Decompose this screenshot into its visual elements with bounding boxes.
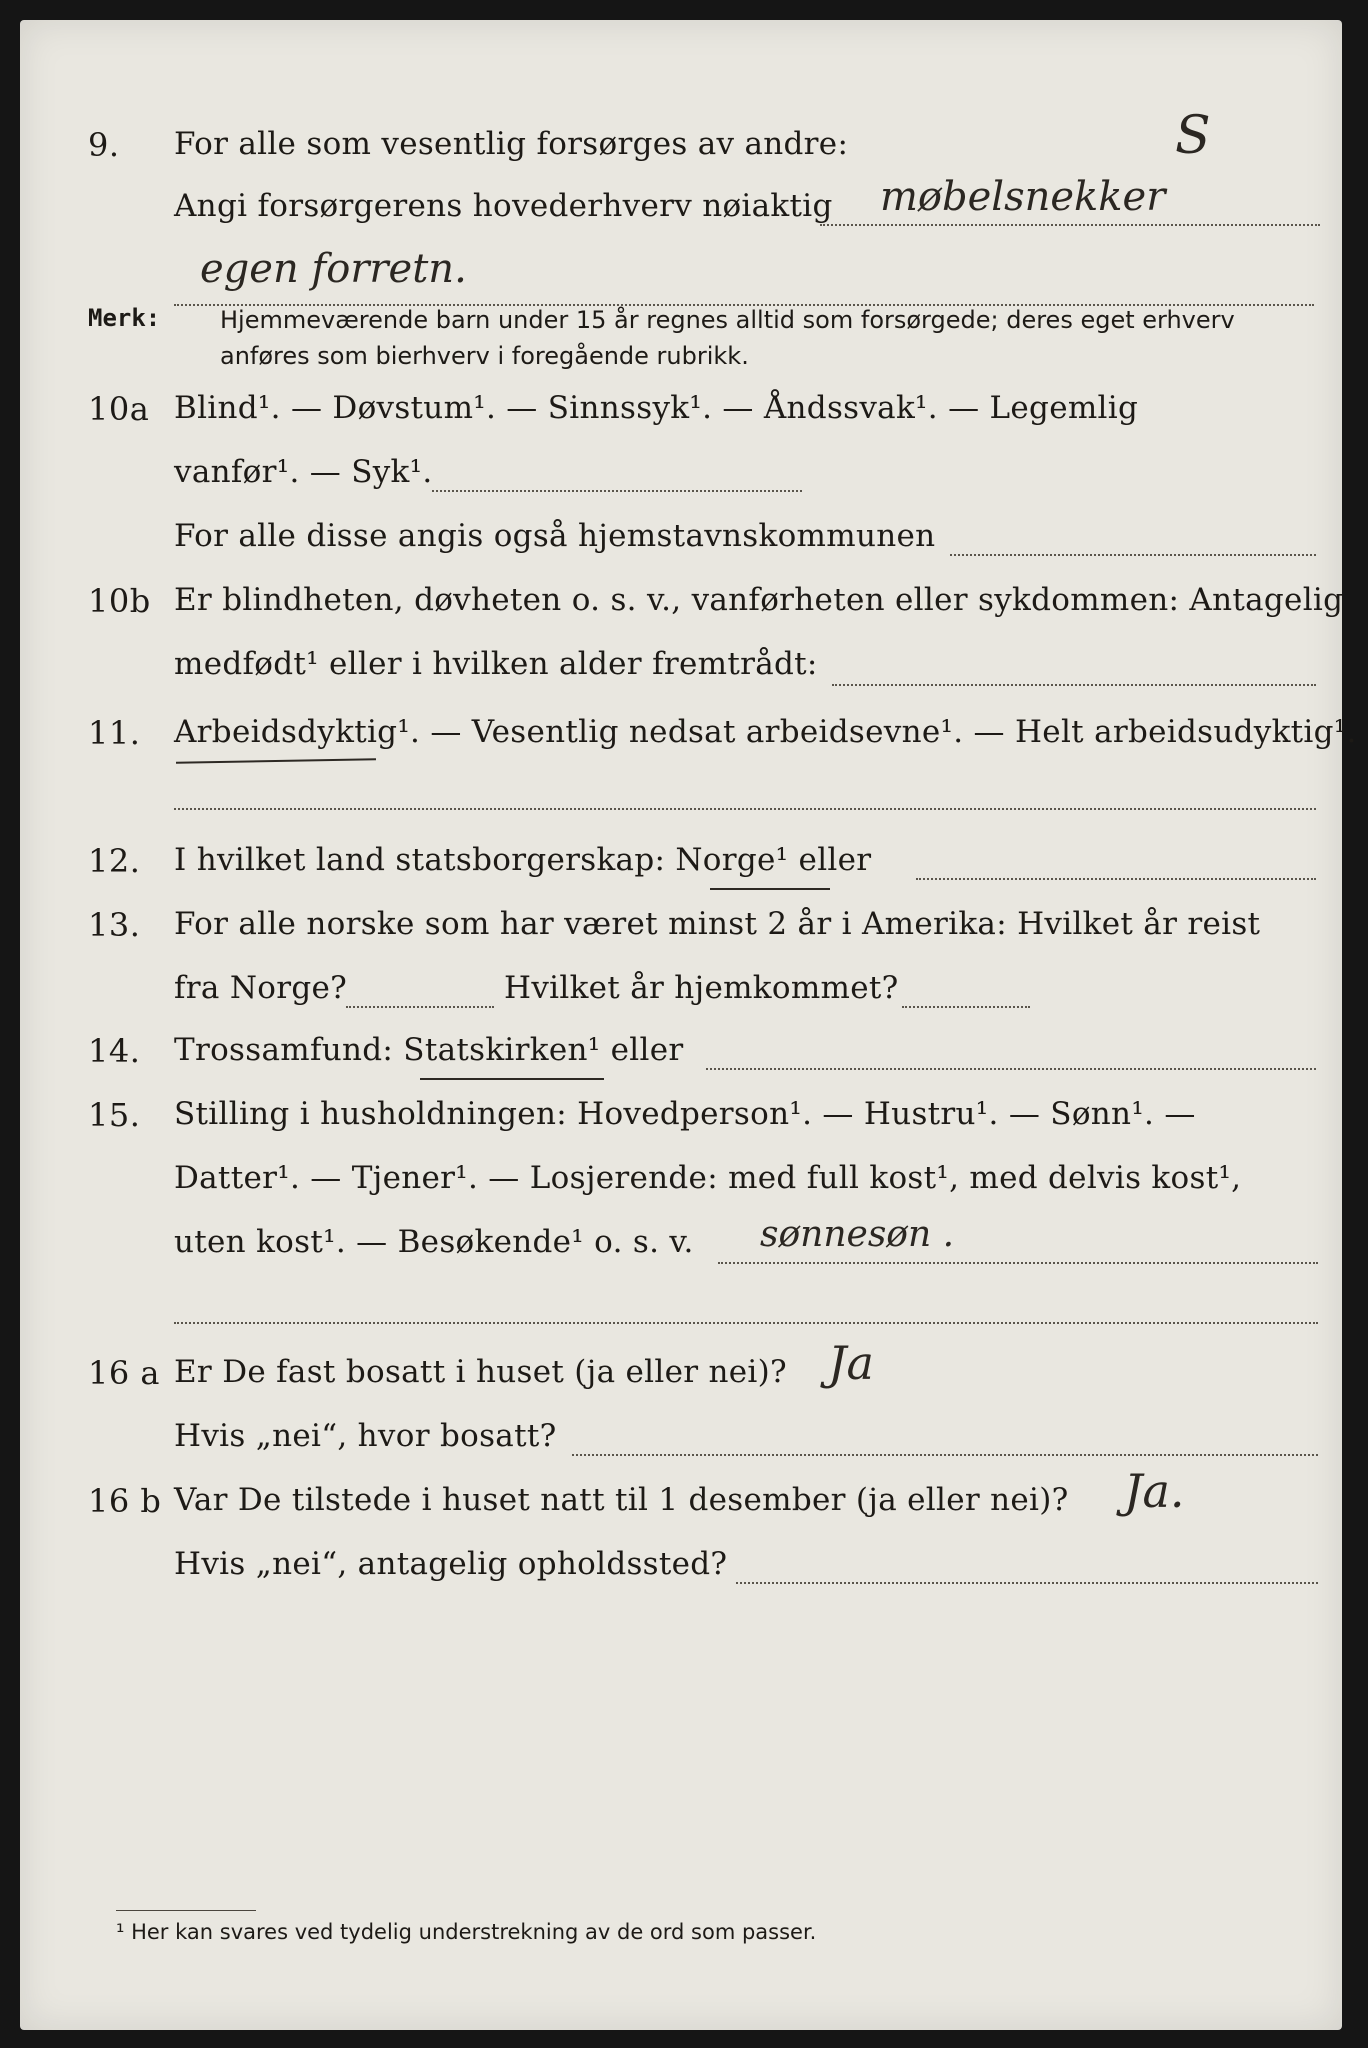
question-text: Hvilket år hjemkommet? bbox=[504, 970, 899, 1006]
question-number: 13. bbox=[88, 906, 141, 944]
footnote: ¹ Her kan svares ved tydelig understrekning av de ord som passer. bbox=[116, 1920, 817, 1944]
question-9 bbox=[20, 106, 1342, 180]
answer-line bbox=[916, 878, 1316, 880]
handwritten-mark: S bbox=[1175, 106, 1211, 166]
answer-line bbox=[706, 1068, 1316, 1070]
question-text: For alle norske som har været minst 2 år i Amerika: Hvilket år reist bbox=[174, 906, 1261, 942]
question-text: vanfør¹. — Syk¹. bbox=[174, 454, 433, 490]
question-11-line-2 bbox=[20, 772, 1342, 826]
question-number: 11. bbox=[88, 714, 141, 752]
answer-line bbox=[718, 1262, 1318, 1264]
question-number: 16 a bbox=[88, 1354, 160, 1392]
answer-line bbox=[832, 684, 1316, 686]
question-number: 12. bbox=[88, 842, 141, 880]
question-11 bbox=[20, 714, 1357, 768]
question-number: 16 b bbox=[88, 1482, 162, 1520]
question-15-line-3 bbox=[20, 1214, 1342, 1278]
question-text: Er blindheten, døvheten o. s. v., vanførheten eller sykdommen: Antagelig bbox=[174, 582, 1344, 618]
answer-line bbox=[432, 490, 802, 492]
question-text: Datter¹. — Tjener¹. — Losjerende: med full kost¹, med delvis kost¹, bbox=[174, 1160, 1242, 1196]
answer-line bbox=[950, 554, 1316, 556]
question-15-line-4 bbox=[20, 1282, 1342, 1336]
answer-line bbox=[174, 808, 1316, 810]
question-15 bbox=[20, 1096, 1342, 1150]
question-text: Blind¹. — Døvstum¹. — Sinnssyk¹. — Åndssvak¹. — Legemlig bbox=[174, 390, 1139, 426]
footnote-rule bbox=[116, 1910, 256, 1911]
question-text: I hvilket land statsborgerskap: Norge¹ eller bbox=[174, 842, 872, 878]
handwritten-answer: Ja bbox=[828, 1336, 874, 1390]
answer-line bbox=[736, 1582, 1318, 1584]
question-10b bbox=[20, 582, 1342, 636]
question-12 bbox=[20, 842, 1342, 896]
question-10a-line-3 bbox=[20, 518, 1342, 572]
question-10a bbox=[20, 390, 1342, 444]
question-text: Angi forsørgerens hovederhverv nøiaktig bbox=[174, 188, 833, 224]
question-15-line-2 bbox=[20, 1160, 1342, 1214]
handwritten-underline bbox=[710, 888, 830, 890]
census-form-page bbox=[20, 20, 1357, 2030]
note-label: Merk: bbox=[88, 304, 161, 332]
answer-line bbox=[820, 224, 1320, 226]
question-number: 14. bbox=[88, 1032, 141, 1070]
question-10b-line-2 bbox=[20, 646, 1342, 700]
question-14 bbox=[20, 1032, 1342, 1086]
note-line: Hjemmeværende barn under 15 år regnes alltid som forsørgede; deres eget erhverv bbox=[220, 306, 1235, 334]
handwritten-answer: egen forretn. bbox=[200, 246, 467, 292]
answer-line bbox=[902, 1006, 1030, 1008]
handwritten-underline bbox=[176, 758, 376, 763]
question-13 bbox=[20, 906, 1342, 960]
question-text: Hvis „nei“, hvor bosatt? bbox=[174, 1418, 557, 1454]
question-text: medfødt¹ eller i hvilken alder fremtrådt: bbox=[174, 646, 818, 682]
question-text: fra Norge? bbox=[174, 970, 348, 1006]
question-number: 10b bbox=[88, 582, 151, 620]
question-text: Er De fast bosatt i huset (ja eller nei)? bbox=[174, 1354, 787, 1390]
question-number: 9. bbox=[88, 126, 120, 164]
handwritten-underline bbox=[420, 1078, 604, 1080]
question-number: 15. bbox=[88, 1096, 141, 1134]
note-line: anføres som bierhverv i foregående rubrikk. bbox=[220, 342, 749, 370]
question-13-line-2 bbox=[20, 970, 1342, 1024]
question-16a bbox=[20, 1336, 1342, 1408]
handwritten-answer: Ja. bbox=[1124, 1464, 1185, 1518]
question-9-line-3 bbox=[20, 246, 1342, 306]
question-10a-line-2 bbox=[20, 454, 1342, 508]
answer-line bbox=[346, 1006, 494, 1008]
question-text: Var De tilstede i huset natt til 1 desember (ja eller nei)? bbox=[174, 1482, 1069, 1518]
handwritten-answer: møbelsnekker bbox=[880, 174, 1166, 220]
question-text: uten kost¹. — Besøkende¹ o. s. v. bbox=[174, 1224, 694, 1260]
question-16b bbox=[20, 1464, 1342, 1536]
question-text: Trossamfund: Statskirken¹ eller bbox=[174, 1032, 684, 1068]
handwritten-answer: sønnesøn . bbox=[760, 1214, 955, 1255]
note-text bbox=[220, 302, 1235, 374]
question-text: For alle som vesentlig forsørges av andre: bbox=[174, 126, 849, 162]
question-16b-line-2 bbox=[20, 1546, 1342, 1600]
question-9-line-2 bbox=[20, 174, 1342, 242]
question-text: For alle disse angis også hjemstavnskommunen bbox=[174, 518, 936, 554]
question-text: Arbeidsdyktig¹. — Vesentlig nedsat arbeidsevne¹. — Helt arbeidsudyktig¹. bbox=[174, 714, 1357, 750]
answer-line bbox=[572, 1454, 1318, 1456]
question-text: Stilling i husholdningen: Hovedperson¹. — Hustru¹. — Sønn¹. — bbox=[174, 1096, 1196, 1132]
question-text: Hvis „nei“, antagelig opholdssted? bbox=[174, 1546, 728, 1582]
question-number: 10a bbox=[88, 390, 150, 428]
answer-line bbox=[174, 1322, 1318, 1324]
